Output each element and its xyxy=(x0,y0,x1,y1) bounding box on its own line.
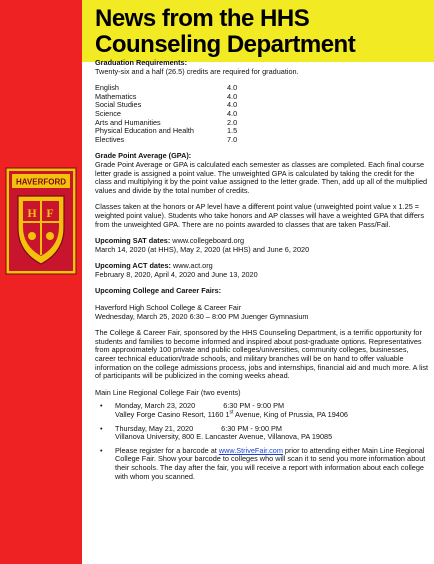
credit-value: 4.0 xyxy=(227,108,238,118)
title-line-1: News from the HHS xyxy=(95,5,310,32)
strivefair-link[interactable]: www.StriveFair.com xyxy=(218,445,283,455)
credit-requirements-table xyxy=(95,84,237,144)
mainline-fair-title: Main Line Regional College Fair (two events) xyxy=(95,387,241,397)
list-item xyxy=(95,402,430,419)
act-dates: February 8, 2020, April 4, 2020 and June 13, 2020 xyxy=(95,269,258,279)
credit-value: 4.0 xyxy=(227,91,238,101)
gpa-heading: Grade Point Average (GPA): xyxy=(95,151,192,161)
credit-value: 1.5 xyxy=(227,126,238,136)
hhs-fair-title: Haverford High School College & Career Fair xyxy=(95,303,242,313)
credit-row xyxy=(95,136,237,145)
list-item xyxy=(95,425,430,442)
event-date: Thursday, May 21, 2020 xyxy=(115,423,194,433)
svg-text:F: F xyxy=(46,206,54,220)
mainline-event-list xyxy=(95,402,430,481)
sat-heading: Upcoming SAT dates: xyxy=(95,236,171,246)
sat-dates: March 14, 2020 (at HHS), May 2, 2020 (at HHS) and June 6, 2020 xyxy=(95,244,310,254)
credit-subject: Arts and Humanities xyxy=(95,117,161,127)
credit-subject: Electives xyxy=(95,134,125,144)
event-time: 6:30 PM - 9:00 PM xyxy=(221,423,282,433)
svg-text:H: H xyxy=(27,206,37,220)
event-time: 6:30 PM - 9:00 PM xyxy=(223,401,285,411)
credit-subject: Social Studies xyxy=(95,100,142,110)
credit-value: 4.0 xyxy=(227,100,238,110)
haverford-crest-logo xyxy=(4,166,78,276)
sat-website: www.collegeboard.org xyxy=(170,236,245,246)
bullet-icon: • xyxy=(100,401,103,411)
credit-value: 2.0 xyxy=(227,117,238,127)
newsletter-title xyxy=(95,6,425,58)
credit-subject: Physical Education and Health xyxy=(95,126,194,136)
graduation-intro: Twenty-six and a half (26.5) credits are required for graduation. xyxy=(95,66,299,76)
act-heading: Upcoming ACT dates: xyxy=(95,261,171,271)
bullet-icon: • xyxy=(100,445,103,455)
register-text-before: Please register for a barcode at xyxy=(115,445,219,455)
list-item xyxy=(95,447,430,481)
credit-value: 7.0 xyxy=(227,134,238,144)
credit-subject: Mathematics xyxy=(95,91,137,101)
fairs-heading: Upcoming College and Career Fairs: xyxy=(95,286,222,296)
gpa-paragraph-1: Grade Point Average or GPA is calculated each semester as classes are completed. Each final course letter grade is assigned a point value. The unweighted GPA is calculated by taking the credit for the class and multiplying it by the point value assigned to the letter grade. Then, add up all of the multiplied values and divide by the total number of credits. xyxy=(95,159,428,195)
fair-description: The College & Career Fair, sponsored by the HHS Counseling Department, is a terrific opportunity for students and families to become informed and inspired about post-graduate options. Representatives from approximately 100 private and public colleges/universities, community colleges, businesses, career technical education/trade schools, and military branches will be on hand to offer valuable information on the college admissions process, jobs and internships, financial aid and much more. A list of participants will be publicized in the coming weeks ahead. xyxy=(95,328,428,381)
credit-value: 4.0 xyxy=(227,83,238,93)
event-venue: Valley Forge Casino Resort, 1160 1st Avenue, King of Prussia, PA 19406 xyxy=(115,409,348,419)
crest-text: HAVERFORD xyxy=(15,177,67,187)
title-line-2: Counseling Department xyxy=(95,31,356,58)
gpa-paragraph-2: Classes taken at the honors or AP level have a different point value (unweighted point value x 1.25 = weighted point value). Students who take honors and AP classes will have a weighted GPA that differs from the unweighted GPA. There are no points awarded to classes that are taken Pass/Fail. xyxy=(95,202,424,229)
event-date: Monday, March 23, 2020 xyxy=(115,401,196,411)
bullet-icon: • xyxy=(100,423,103,433)
hhs-fair-when: Wednesday, March 25, 2020 6:30 – 8:00 PM Juenger Gymnasium xyxy=(95,311,309,321)
credit-subject: English xyxy=(95,83,119,93)
red-side-band xyxy=(0,0,82,564)
newsletter-body xyxy=(95,59,430,481)
register-text-after: prior to attending either Main Line Regional College Fair. Show your barcode to colleges who will scan it to send you more information about their schools. The day after the fair, you will receive a report with information about each college with whom you scanned. xyxy=(115,445,426,481)
event-venue: Villanova University, 800 E. Lancaster Avenue, Villanova, PA 19085 xyxy=(115,432,333,442)
act-website: www.act.org xyxy=(170,261,213,271)
graduation-heading: Graduation Requirements: xyxy=(95,58,188,67)
credit-subject: Science xyxy=(95,108,121,118)
